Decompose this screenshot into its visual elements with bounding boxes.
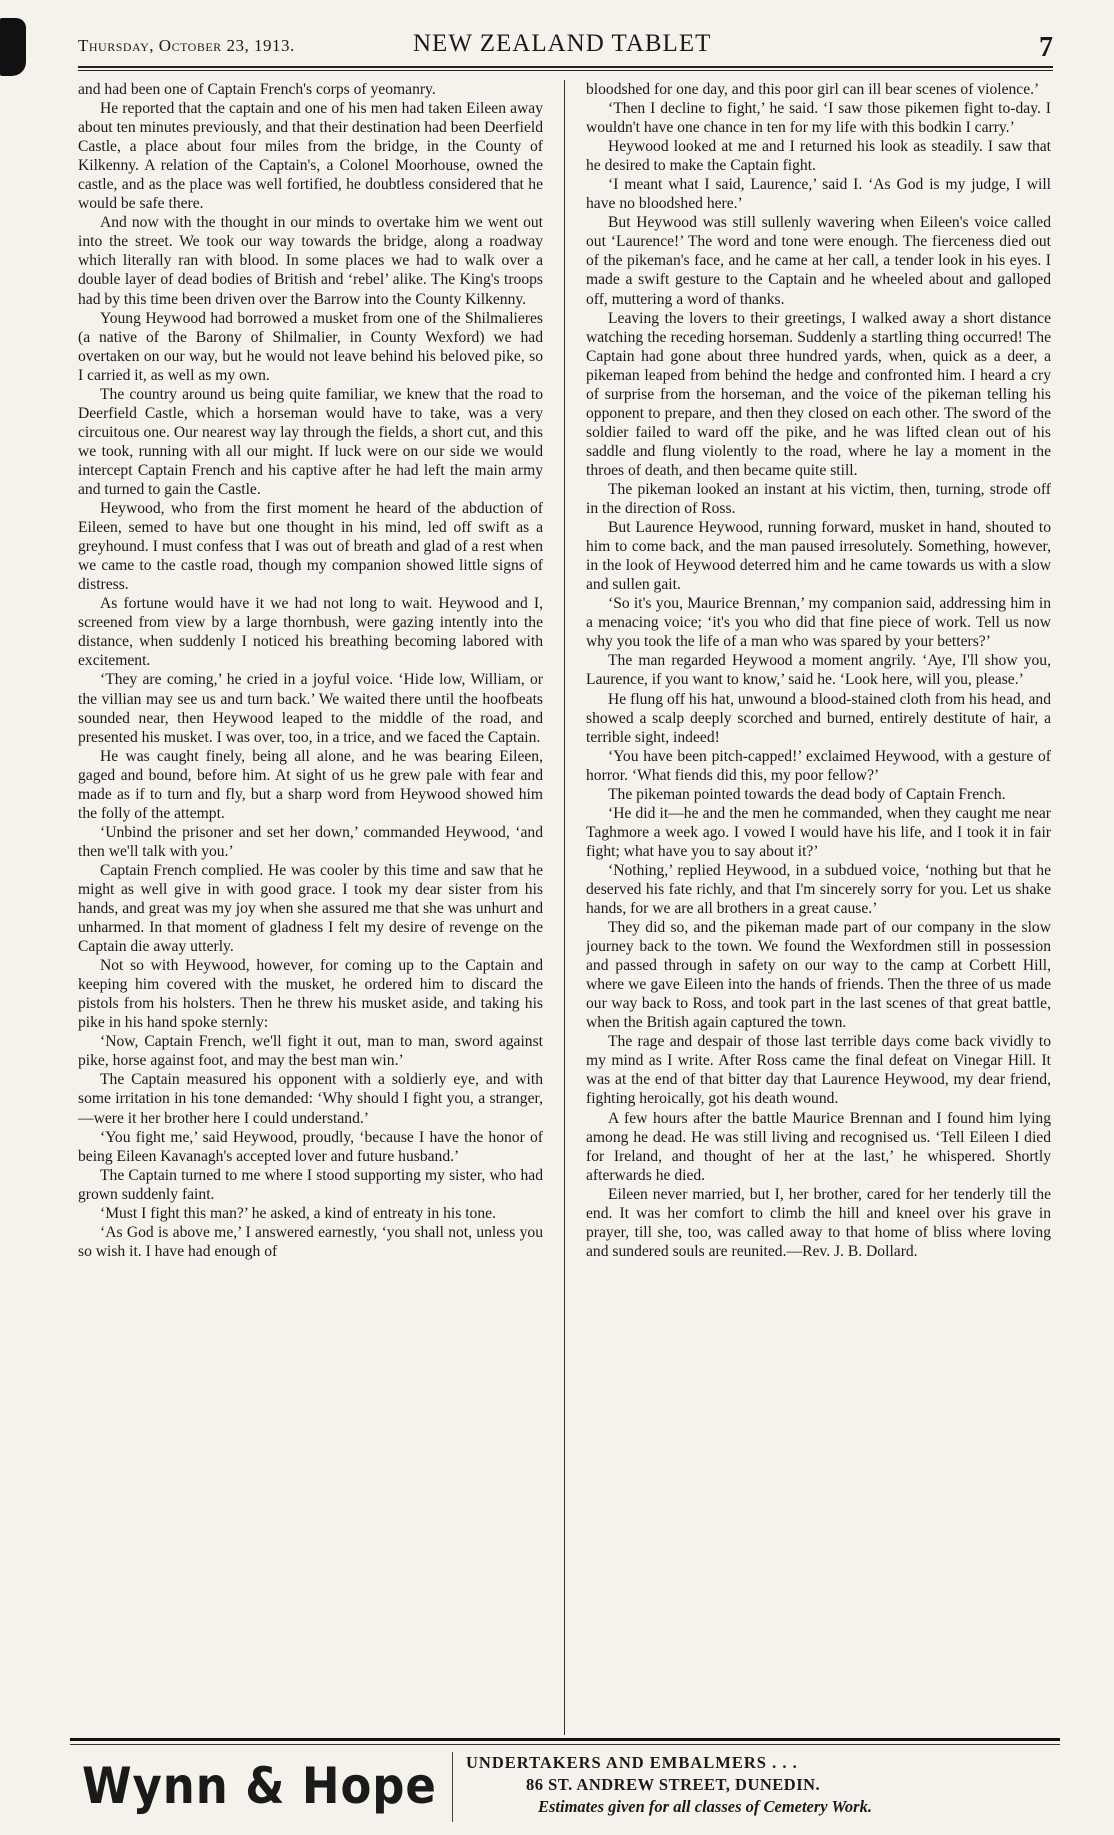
- issue-date: Thursday, October 23, 1913.: [78, 36, 295, 55]
- paragraph: ‘You have been pitch-capped!’ exclaimed Heywood, with a gesture of horror. ‘What fiends did this, my poor fellow?’: [586, 747, 1051, 784]
- paragraph: He flung off his hat, unwound a blood-stained cloth from his head, and showed a scalp deeply scorched and burned, entirely destitute of hair, a terrible sight, indeed!: [586, 690, 1051, 746]
- paragraph: He reported that the captain and one of his men had taken Eileen away about ten minutes previously, and that their destination had been Deerfield Castle, a place about four miles from the bridge, in the County of Kilkenny. A relation of the Captain's, a Colonel Moorhouse, owned the castle, and as the place was well fortified, he doubtless considered that he would be safe there.: [78, 100, 543, 213]
- paragraph: Leaving the lovers to their greetings, I walked away a short distance watching the receding horseman. Suddenly a startling thing occurred! The Captain had gone about three hundred yards, when, quick as a deer, a pikeman leaped from behind the hedge and confronted him. I heard a cry of surprise from the horseman, and the voice of the pikeman telling his opponent to prepare, and then they closed on each other. The sword of the soldier failed to ward off the pike, and he was lifted clean out of his saddle and flung violently to the road, where he lay a moment in the throes of death, and then became quite still.: [586, 309, 1051, 479]
- paragraph: The country around us being quite familiar, we knew that the road to Deerfield Castle, which a horseman would have to take, was a very circuitous one. Our nearest way lay through the fields, a short cut, and this we took, running with all our might. If luck were on our side we would intercept Captain French and his captive after he had left the main army and turned to gain the Castle.: [78, 385, 543, 498]
- paragraph: The pikeman pointed towards the dead body of Captain French.: [608, 785, 1006, 803]
- paragraph: Captain French complied. He was cooler by this time and saw that he might as well give in with good grace. I took my dear sister from his hands, and great was my joy when she assured me that she was unhurt and unharmed. In that moment of gladness I felt my desire of revenge on the Captain die away utterly.: [78, 861, 543, 956]
- paragraph: ‘You fight me,’ said Heywood, proudly, ‘because I have the honor of being Eileen Kavanagh's accepted lover and future husband.’: [78, 1128, 543, 1165]
- ad-brand-name: Wynn & Hope: [82, 1757, 437, 1815]
- ad-address: 86 ST. ANDREW STREET, DUNEDIN.: [526, 1775, 821, 1794]
- paragraph: Eileen never married, but I, her brother, cared for her tenderly till the end. It was her comfort to climb the hill and kneel over his grave in prayer, till she, too, was called away to that home of bliss where loving and sundered souls are reunited.—Rev. J. B. Dollard.: [586, 1185, 1051, 1260]
- paragraph: The Captain turned to me where I stood supporting my sister, who had grown suddenly faint.: [78, 1166, 543, 1203]
- advertisement: [466, 1752, 1066, 1818]
- paragraph: ‘Must I fight this man?’ he asked, a kind of entreaty in his tone.: [100, 1204, 496, 1222]
- paragraph: ‘Now, Captain French, we'll fight it out, man to man, sword against pike, horse against foot, and may the best man win.’: [78, 1033, 543, 1070]
- page-header: [78, 30, 1053, 64]
- paragraph: ‘Nothing,’ replied Heywood, in a subdued voice, ‘nothing but that he deserved his fate richly, and that I'm sincerely sorry for you. Let us shake hands, for we are all brothers in a great cause.’: [586, 861, 1051, 918]
- paragraph: Young Heywood had borrowed a musket from one of the Shilmalieres (a native of the Barony of Shilmalier, in County Wexford) we had overtaken on our way, but he would not leave behind his beloved pike, so I carried it, as well as my own.: [78, 309, 543, 384]
- paragraph: The man regarded Heywood a moment angrily. ‘Aye, I'll show you, Laurence, if you want to know,’ said he. ‘Look here, will you, please.’: [586, 652, 1051, 689]
- paragraph: He was caught finely, being all alone, and he was bearing Eileen, gaged and bound, before him. At sight of us he grew pale with fear and made as if to turn and fly, but a sharp word from Heywood showed him the folly of the attempt.: [78, 747, 543, 822]
- ad-services: UNDERTAKERS AND EMBALMERS . . .: [466, 1753, 798, 1772]
- paragraph: The pikeman looked an instant at his victim, then, turning, strode off in the direction of Ross.: [586, 480, 1051, 518]
- paragraph: And now with the thought in our minds to overtake him we went out into the street. We took our way towards the bridge, along a roadway which literally ran with blood. In some places we had to walk over a double layer of dead bodies of British and ‘rebel’ alike. The King's troops had by this time been driven over the Barrow into the County Kilkenny.: [78, 214, 543, 308]
- left-column: [78, 80, 543, 1730]
- paragraph: ‘He did it—he and the men he commanded, when they caught me near Taghmore a week ago. I vowed I would have his life, and I took it in fair fight; what have you to say about it?’: [586, 804, 1051, 860]
- paragraph: The rage and despair of those last terrible days come back vividly to my mind as I write. After Ross came the final defeat on Vinegar Hill. It was at the end of that bitter day that Laurence Heywood, my dear friend, fighting heroically, got his death wound.: [586, 1033, 1051, 1108]
- paragraph: But Laurence Heywood, running forward, musket in hand, shouted to him to come back, and the man paused irresolutely. Something, however, in the look of Heywood deterred him and he came towards us with a slow and sullen gait.: [586, 519, 1051, 594]
- paragraph: ‘Then I decline to fight,’ he said. ‘I saw those pikemen fight to-day. I wouldn't have one chance in ten for my life with this bodkin I carry.’: [586, 100, 1051, 137]
- column-divider: [564, 80, 565, 1735]
- paragraph: But Heywood was still sullenly wavering when Eileen's voice called out ‘Laurence!’ The word and tone were enough. The fierceness died out of the pikeman's face, and he came at her call, a tender look in his eyes. I made a swift gesture to the Captain and he wheeled about and galloped off, muttering a word of thanks.: [586, 214, 1051, 308]
- paragraph: ‘I meant what I said, Laurence,’ said I. ‘As God is my judge, I will have no bloodshed here.’: [586, 176, 1051, 213]
- paragraph: Not so with Heywood, however, for coming up to the Captain and keeping him covered with the musket, he ordered him to discard the pistols from his holsters. Then he threw his musket aside, and taking his pike in his hand spoke sternly:: [78, 957, 543, 1032]
- footer-rule-thin: [70, 1744, 1060, 1745]
- paragraph: ‘So it's you, Maurice Brennan,’ my companion said, addressing him in a menacing voice; ‘it's you who did that fine piece of work. Tell us now why you took the life of a man who was spared by your betters?’: [586, 595, 1051, 651]
- paragraph: ‘Unbind the prisoner and set her down,’ commanded Heywood, ‘and then we'll talk with you.’: [78, 823, 543, 860]
- publication-title: NEW ZEALAND TABLET: [413, 30, 712, 57]
- paragraph: The Captain measured his opponent with a soldierly eye, and with some irritation in his tone demanded: ‘Why should I fight you, a stranger,—were it her brother here I could understand.’: [78, 1071, 543, 1127]
- paragraph: bloodshed for one day, and this poor girl can ill bear scenes of violence.’: [586, 81, 1040, 98]
- paragraph: Heywood looked at me and I returned his look as steadily. I saw that he desired to make the Captain fight.: [586, 138, 1051, 175]
- paragraph: A few hours after the battle Maurice Brennan and I found him lying among he dead. He was still living and recognised us. ‘Tell Eileen I died for Ireland, and thought of her at the last,’ he whispered. Shortly afterwards he died.: [586, 1109, 1051, 1184]
- paragraph: ‘They are coming,’ he cried in a joyful voice. ‘Hide low, William, or the villian may see us and turn back.’ We waited there until the hoofbeats sounded near, then Heywood leaped to the middle of the road, and presented his musket. I was over, too, in a trice, and we faced the Captain.: [78, 671, 543, 746]
- footer-rule-thick: [70, 1738, 1060, 1741]
- paragraph: As fortune would have it we had not long to wait. Heywood and I, screened from view by a large thornbush, were gazing intently into the distance, when suddenly I noticed his breathing becoming labored with excitement.: [78, 595, 543, 670]
- paragraph: Heywood, who from the first moment he heard of the abduction of Eileen, semed to have but one thought in his mind, led off swift as a greyhound. I must confess that I was out of breath and glad of a rest when we came to the castle road, though my companion showed little signs of distress.: [78, 500, 543, 594]
- ad-estimates: Estimates given for all classes of Cemetery Work.: [538, 1797, 872, 1816]
- right-column: [586, 80, 1051, 1730]
- paragraph: and had been one of Captain French's corps of yeomanry.: [78, 81, 436, 98]
- paragraph: They did so, and the pikeman made part of our company in the slow journey back to the town. We found the Wexfordmen still in possession and passed through in safety on our way to the camp at Corbett Hill, where we gave Eileen into the hands of friends. Then the three of us made our way back to Ross, and took part in the last scenes of that great battle, when the British again captured the town.: [586, 919, 1051, 1032]
- ad-divider: [452, 1752, 453, 1822]
- header-rule: [78, 66, 1053, 71]
- paragraph: ‘As God is above me,’ I answered earnestly, ‘you shall not, unless you so wish it. I have had enough of: [78, 1223, 543, 1260]
- scan-edge-blot: [0, 18, 26, 76]
- page-number: 7: [1039, 32, 1053, 63]
